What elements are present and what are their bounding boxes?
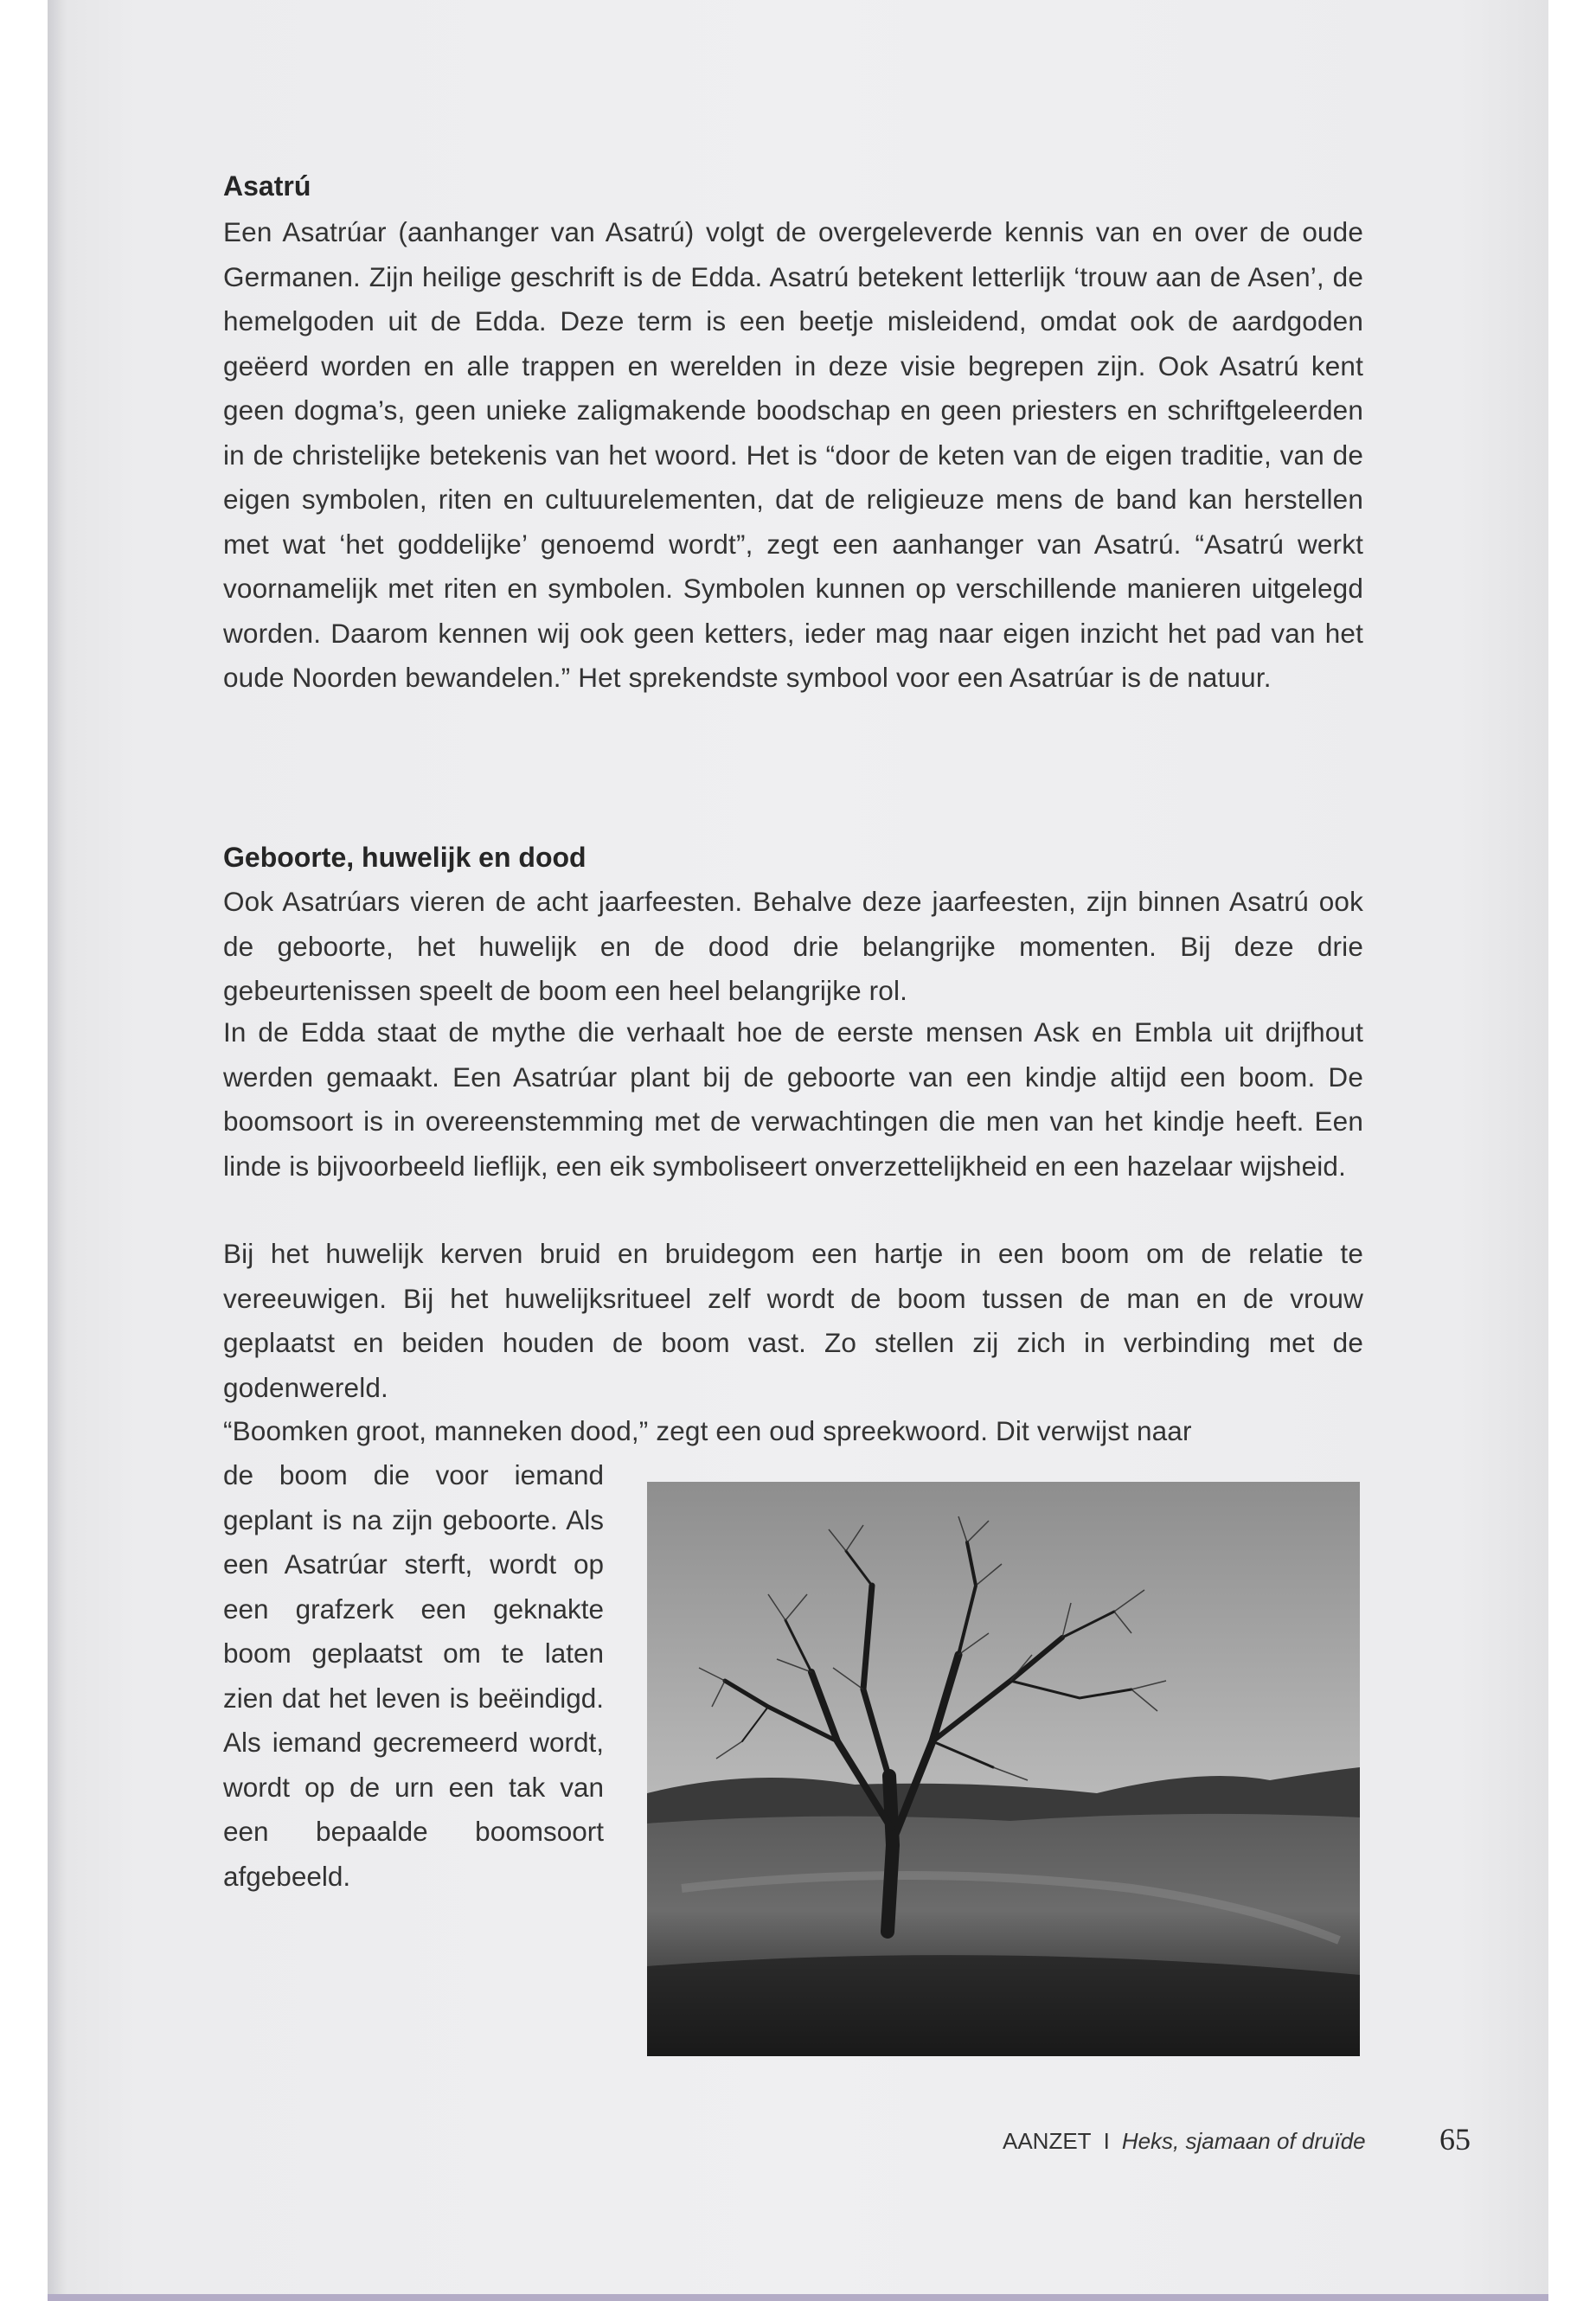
- tree-photo: [647, 1482, 1360, 2056]
- section-paragraph: Een Asatrúar (aanhanger van Asatrú) volgt de overgeleverde kennis van en over de oude Germanen. Zijn heilige geschrift is de Edda. Asatrú betekent letterlijk ‘trouw aan de Asen’, de hemelgoden uit de Edda. Deze term is een beetje misleidend, omdat ook de aardgoden geëerd worden en alle trappen en werelden in deze visie begrepen zijn. Ook Asatrú kent geen dogma’s, geen unieke zaligmakende boodschap en geen priesters en schriftgeleerden in de christelijke betekenis van het woord. Het is “door de keten van de eigen traditie, van de eigen symbolen, riten en cultuurelementen, dat de religieuze mens de band kan herstellen met wat ‘het goddelijke’ genoemd wordt”, zegt een aanhanger van Asatrú. “Asatrú werkt voornamelijk met riten en symbolen. Symbolen kunnen op verschillende manieren uitgelegd worden. Daarom kennen wij ook geen ketters, ieder mag naar eigen inzicht het pad van het oude Noorden bewandelen.” Het sprekendste symbool voor een Asatrúar is de natuur.: [223, 216, 1363, 693]
- section-paragraph-wrapped: de boom die voor iemand geplant is na zijn geboorte. Als een Asatrúar sterft, wordt op een grafzerk een geknakte boom geplaatst om te laten zien dat het leven is beëindigd. Als iemand gecremeerd wordt, wordt op de urn een tak van een bepaalde boomsoort afgebeeld.: [223, 1459, 604, 1892]
- footer-separator: I: [1103, 2128, 1110, 2154]
- book-page: [48, 0, 1548, 2301]
- section-heading-birth-marriage-death: Geboorte, huwelijk en dood: [223, 842, 586, 873]
- section-heading-asatru: Asatrú: [223, 170, 311, 202]
- footer-series: AANZET: [1003, 2128, 1092, 2154]
- footer-book-title: Heks, sjamaan of druïde: [1121, 2128, 1366, 2154]
- section-paragraph: Bij het huwelijk kerven bruid en bruidegom een hartje in een boom om de relatie te vereeuwigen. Bij het huwelijksritueel zelf wordt de boom tussen de man en de vrouw geplaatst en beiden houden de boom vast. Zo stellen zij zich in verbinding met de godenwereld.: [223, 1238, 1363, 1403]
- page-number: 65: [1439, 2122, 1471, 2157]
- spine-shadow: [48, 0, 67, 2301]
- section-paragraph: Ook Asatrúars vieren de acht jaarfeesten. Behalve deze jaarfeesten, zijn binnen Asatrú ook de geboorte, het huwelijk en de dood drie belangrijke momenten. Bij deze drie gebeurtenissen speelt de boom een heel belangrijke rol.: [223, 886, 1363, 1006]
- section-paragraph: “Boomken groot, manneken dood,” zegt een oud spreekwoord. Dit verwijst naar: [223, 1415, 1192, 1446]
- section-paragraph: In de Edda staat de mythe die verhaalt hoe de eerste mensen Ask en Embla uit drijfhout werden gemaakt. Een Asatrúar plant bij de geboorte van een kindje altijd een boom. De boomsoort is in overeenstemming met de verwachtingen die men van het kindje heeft. Een linde is bijvoorbeeld lieflijk, een eik symboliseert onverzettelijkheid en een hazelaar wijsheid.: [223, 1016, 1363, 1182]
- running-footer: [1003, 2128, 1366, 2155]
- page-bottom-edge: [48, 2294, 1548, 2301]
